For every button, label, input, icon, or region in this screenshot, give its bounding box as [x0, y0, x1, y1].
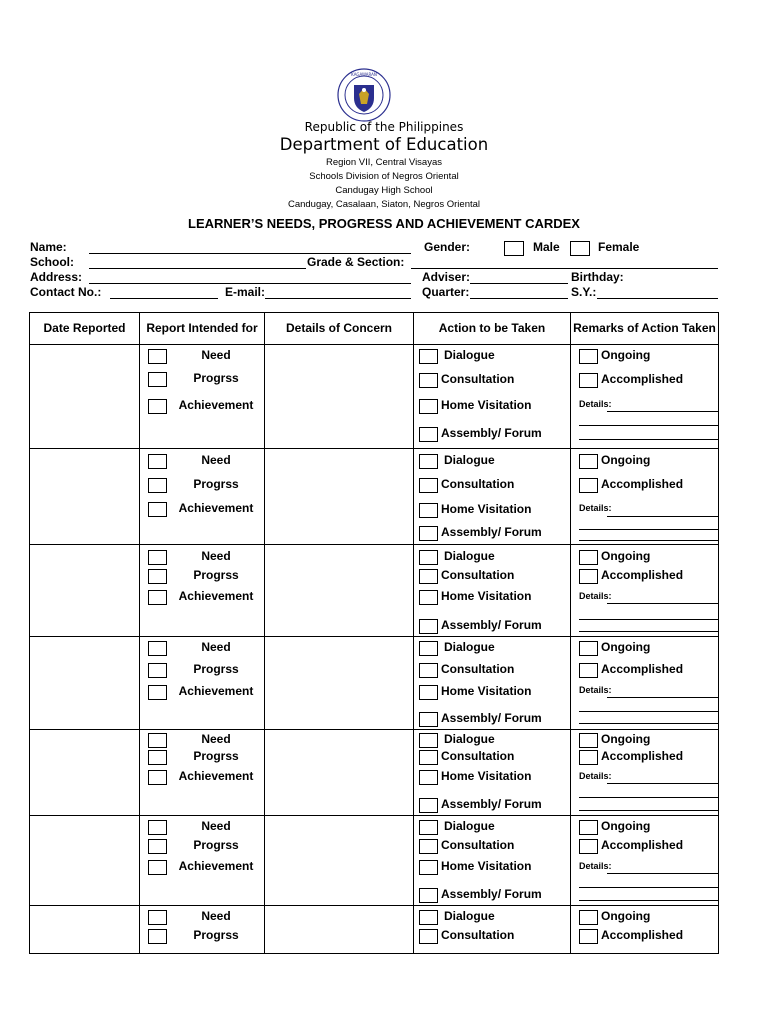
action-taken-cell: [414, 730, 571, 816]
details-concern-cell[interactable]: [265, 449, 414, 545]
report-intended-cell: [140, 816, 265, 906]
header-date-reported: Date Reported: [30, 313, 140, 345]
male-checkbox[interactable]: [504, 241, 524, 256]
details-concern-cell[interactable]: [265, 637, 414, 730]
ongoing-label: Ongoing: [601, 909, 651, 923]
dialogue-label: Dialogue: [444, 453, 495, 467]
school-label: School:: [30, 255, 74, 269]
achievement-label: Achievement: [178, 501, 254, 515]
consultation-checkbox[interactable]: [419, 478, 438, 493]
address-label: Candugay, Casalaan, Siaton, Negros Oriental: [287, 199, 481, 210]
need-checkbox[interactable]: [148, 349, 167, 364]
need-checkbox[interactable]: [148, 733, 167, 748]
need-label: Need: [201, 348, 231, 362]
consultation-checkbox[interactable]: [419, 750, 438, 765]
need-checkbox[interactable]: [148, 550, 167, 565]
document-title: LEARNER’S NEEDS, PROGRESS AND ACHIEVEMENT CARDEX: [188, 216, 580, 231]
home-visitation-checkbox[interactable]: [419, 503, 438, 518]
dialogue-label: Dialogue: [444, 348, 495, 362]
ongoing-checkbox[interactable]: [579, 454, 598, 469]
report-intended-cell: [140, 637, 265, 730]
achievement-checkbox[interactable]: [148, 399, 167, 414]
details-line[interactable]: [579, 887, 718, 888]
dialogue-checkbox[interactable]: [419, 733, 438, 748]
male-label: Male: [533, 240, 560, 254]
name-field[interactable]: [89, 253, 411, 254]
school-label: Candugay High School: [335, 185, 433, 196]
division-label: Schools Division of Negros Oriental: [309, 171, 459, 182]
table-row: [30, 637, 719, 730]
date-reported-cell[interactable]: [30, 545, 140, 637]
consultation-checkbox[interactable]: [419, 839, 438, 854]
achievement-checkbox[interactable]: [148, 770, 167, 785]
action-taken-cell: [414, 449, 571, 545]
need-label: Need: [201, 732, 231, 746]
assembly-forum-checkbox[interactable]: [419, 526, 438, 541]
progress-checkbox[interactable]: [148, 663, 167, 678]
details-line[interactable]: [607, 873, 718, 874]
date-reported-cell[interactable]: [30, 730, 140, 816]
cardex-table: [29, 312, 719, 954]
dialogue-checkbox[interactable]: [419, 820, 438, 835]
assembly-forum-checkbox[interactable]: [419, 619, 438, 634]
progress-checkbox[interactable]: [148, 839, 167, 854]
need-checkbox[interactable]: [148, 641, 167, 656]
need-checkbox[interactable]: [148, 454, 167, 469]
progress-label: Progrss: [193, 749, 239, 763]
dialogue-checkbox[interactable]: [419, 910, 438, 925]
details-line[interactable]: [579, 810, 718, 811]
assembly-forum-label: Assembly/ Forum: [441, 711, 542, 725]
accomplished-label: Accomplished: [601, 838, 684, 852]
report-intended-cell: [140, 545, 265, 637]
home-visitation-label: Home Visitation: [441, 502, 532, 516]
achievement-label: Achievement: [178, 769, 254, 783]
date-reported-cell[interactable]: [30, 906, 140, 954]
dialogue-checkbox[interactable]: [419, 641, 438, 656]
remarks-cell: [571, 906, 719, 954]
progress-label: Progrss: [193, 838, 239, 852]
quarter-field[interactable]: [470, 298, 568, 299]
dialogue-label: Dialogue: [444, 909, 495, 923]
details-line[interactable]: [579, 425, 718, 426]
consultation-label: Consultation: [441, 662, 515, 676]
consultation-checkbox[interactable]: [419, 373, 438, 388]
table-row: [30, 345, 719, 449]
details-concern-cell[interactable]: [265, 816, 414, 906]
ongoing-checkbox[interactable]: [579, 550, 598, 565]
assembly-forum-checkbox[interactable]: [419, 798, 438, 813]
remarks-cell: [571, 449, 719, 545]
action-taken-cell: [414, 906, 571, 954]
table-row: [30, 545, 719, 637]
need-label: Need: [201, 640, 231, 654]
progress-checkbox[interactable]: [148, 750, 167, 765]
assembly-forum-label: Assembly/ Forum: [441, 426, 542, 440]
home-visitation-checkbox[interactable]: [419, 685, 438, 700]
adviser-field[interactable]: [470, 283, 568, 284]
progress-checkbox[interactable]: [148, 478, 167, 493]
action-taken-cell: [414, 545, 571, 637]
achievement-label: Achievement: [178, 859, 254, 873]
action-taken-cell: [414, 345, 571, 449]
achievement-checkbox[interactable]: [148, 860, 167, 875]
home-visitation-label: Home Visitation: [441, 684, 532, 698]
accomplished-checkbox[interactable]: [579, 663, 598, 678]
consultation-label: Consultation: [441, 838, 515, 852]
name-label: Name:: [30, 240, 67, 254]
ongoing-label: Ongoing: [601, 732, 651, 746]
details-label: Details:: [579, 771, 612, 781]
progress-checkbox[interactable]: [148, 569, 167, 584]
home-visitation-checkbox[interactable]: [419, 770, 438, 785]
details-line[interactable]: [607, 516, 718, 517]
details-concern-cell[interactable]: [265, 906, 414, 954]
address-label: Address:: [30, 270, 83, 284]
details-line[interactable]: [579, 797, 718, 798]
accomplished-label: Accomplished: [601, 662, 684, 676]
consultation-label: Consultation: [441, 477, 515, 491]
consultation-label: Consultation: [441, 928, 515, 942]
adviser-label: Adviser:: [422, 270, 471, 284]
details-label: Details:: [579, 399, 612, 409]
details-label: Details:: [579, 685, 612, 695]
header-remarks: Remarks of Action Taken: [571, 313, 719, 345]
details-concern-cell[interactable]: [265, 730, 414, 816]
cardex-body: [30, 345, 719, 954]
report-intended-cell: [140, 345, 265, 449]
need-checkbox[interactable]: [148, 820, 167, 835]
details-label: Details:: [579, 503, 612, 513]
achievement-checkbox[interactable]: [148, 502, 167, 517]
dialogue-checkbox[interactable]: [419, 349, 438, 364]
details-concern-cell[interactable]: [265, 345, 414, 449]
need-label: Need: [201, 549, 231, 563]
ongoing-label: Ongoing: [601, 453, 651, 467]
consultation-label: Consultation: [441, 372, 515, 386]
progress-label: Progrss: [193, 928, 239, 942]
consultation-label: Consultation: [441, 749, 515, 763]
details-line[interactable]: [607, 783, 718, 784]
report-intended-cell: [140, 906, 265, 954]
consultation-checkbox[interactable]: [419, 569, 438, 584]
remarks-cell: [571, 637, 719, 730]
accomplished-label: Accomplished: [601, 928, 684, 942]
female-label: Female: [598, 240, 640, 254]
date-reported-cell[interactable]: [30, 449, 140, 545]
need-label: Need: [201, 819, 231, 833]
email-field[interactable]: [265, 298, 411, 299]
details-line[interactable]: [579, 439, 718, 440]
home-visitation-label: Home Visitation: [441, 769, 532, 783]
need-label: Need: [201, 909, 231, 923]
assembly-forum-checkbox[interactable]: [419, 888, 438, 903]
grade-section-label: Grade & Section:: [307, 255, 405, 269]
dialogue-label: Dialogue: [444, 732, 495, 746]
sy-label: S.Y.:: [571, 285, 597, 299]
assembly-forum-label: Assembly/ Forum: [441, 618, 542, 632]
school-field[interactable]: [89, 268, 306, 269]
table-row: [30, 730, 719, 816]
contact-label: Contact No.:: [30, 285, 102, 299]
achievement-label: Achievement: [178, 398, 254, 412]
assembly-forum-label: Assembly/ Forum: [441, 887, 542, 901]
progress-checkbox[interactable]: [148, 372, 167, 387]
details-line[interactable]: [579, 631, 718, 632]
achievement-checkbox[interactable]: [148, 685, 167, 700]
female-checkbox[interactable]: [570, 241, 590, 256]
ongoing-label: Ongoing: [601, 819, 651, 833]
assembly-forum-checkbox[interactable]: [419, 712, 438, 727]
achievement-label: Achievement: [178, 589, 254, 603]
remarks-cell: [571, 816, 719, 906]
details-line[interactable]: [607, 603, 718, 604]
ongoing-checkbox[interactable]: [579, 910, 598, 925]
header-report-intended: Report Intended for: [140, 313, 265, 345]
svg-text:KAGAWARAN: KAGAWARAN: [351, 72, 377, 77]
home-visitation-checkbox[interactable]: [419, 399, 438, 414]
details-line[interactable]: [579, 900, 718, 901]
progress-label: Progrss: [193, 568, 239, 582]
header-action-taken: Action to be Taken: [414, 313, 571, 345]
details-label: Details:: [579, 591, 612, 601]
ongoing-checkbox[interactable]: [579, 733, 598, 748]
action-taken-cell: [414, 637, 571, 730]
details-line[interactable]: [607, 411, 718, 412]
details-line[interactable]: [579, 540, 718, 541]
details-line[interactable]: [607, 697, 718, 698]
header-details-concern: Details of Concern: [265, 313, 414, 345]
email-label: E-mail:: [225, 285, 266, 299]
home-visitation-label: Home Visitation: [441, 589, 532, 603]
ongoing-label: Ongoing: [601, 640, 651, 654]
table-row: [30, 449, 719, 545]
republic-label: Republic of the Philippines: [304, 120, 464, 134]
assembly-forum-label: Assembly/ Forum: [441, 797, 542, 811]
remarks-cell: [571, 545, 719, 637]
action-taken-cell: [414, 816, 571, 906]
table-row: [30, 816, 719, 906]
home-visitation-label: Home Visitation: [441, 398, 532, 412]
details-concern-cell[interactable]: [265, 545, 414, 637]
grade-section-field[interactable]: [411, 268, 718, 269]
accomplished-checkbox[interactable]: [579, 929, 598, 944]
dialogue-checkbox[interactable]: [419, 550, 438, 565]
dialogue-label: Dialogue: [444, 819, 495, 833]
home-visitation-checkbox[interactable]: [419, 860, 438, 875]
table-row: [30, 906, 719, 954]
address-field[interactable]: [89, 283, 411, 284]
ongoing-label: Ongoing: [601, 348, 651, 362]
details-line[interactable]: [579, 711, 718, 712]
birthday-label: Birthday:: [571, 270, 624, 284]
details-line[interactable]: [579, 619, 718, 620]
ongoing-checkbox[interactable]: [579, 820, 598, 835]
contact-field[interactable]: [110, 298, 218, 299]
home-visitation-checkbox[interactable]: [419, 590, 438, 605]
accomplished-label: Accomplished: [601, 568, 684, 582]
dialogue-checkbox[interactable]: [419, 454, 438, 469]
report-intended-cell: [140, 449, 265, 545]
date-reported-cell[interactable]: [30, 345, 140, 449]
accomplished-checkbox[interactable]: [579, 839, 598, 854]
accomplished-checkbox[interactable]: [579, 478, 598, 493]
accomplished-label: Accomplished: [601, 372, 684, 386]
remarks-cell: [571, 345, 719, 449]
assembly-forum-label: Assembly/ Forum: [441, 525, 542, 539]
need-checkbox[interactable]: [148, 910, 167, 925]
details-label: Details:: [579, 861, 612, 871]
ongoing-label: Ongoing: [601, 549, 651, 563]
need-label: Need: [201, 453, 231, 467]
date-reported-cell[interactable]: [30, 816, 140, 906]
details-line[interactable]: [579, 723, 718, 724]
department-title: Department of Education: [279, 135, 489, 154]
quarter-label: Quarter:: [422, 285, 470, 299]
assembly-forum-checkbox[interactable]: [419, 427, 438, 442]
progress-label: Progrss: [193, 371, 239, 385]
remarks-cell: [571, 730, 719, 816]
consultation-label: Consultation: [441, 568, 515, 582]
achievement-label: Achievement: [178, 684, 254, 698]
region-label: Region VII, Central Visayas: [326, 157, 442, 168]
details-line[interactable]: [579, 529, 718, 530]
ongoing-checkbox[interactable]: [579, 349, 598, 364]
progress-label: Progrss: [193, 662, 239, 676]
progress-label: Progrss: [193, 477, 239, 491]
accomplished-checkbox[interactable]: [579, 569, 598, 584]
gender-label: Gender:: [424, 240, 471, 254]
date-reported-cell[interactable]: [30, 637, 140, 730]
achievement-checkbox[interactable]: [148, 590, 167, 605]
consultation-checkbox[interactable]: [419, 929, 438, 944]
sy-field[interactable]: [597, 298, 718, 299]
accomplished-checkbox[interactable]: [579, 373, 598, 388]
accomplished-label: Accomplished: [601, 477, 684, 491]
dialogue-label: Dialogue: [444, 549, 495, 563]
deped-seal-logo: [337, 68, 391, 122]
ongoing-checkbox[interactable]: [579, 641, 598, 656]
dialogue-label: Dialogue: [444, 640, 495, 654]
report-intended-cell: [140, 730, 265, 816]
consultation-checkbox[interactable]: [419, 663, 438, 678]
progress-checkbox[interactable]: [148, 929, 167, 944]
accomplished-label: Accomplished: [601, 749, 684, 763]
accomplished-checkbox[interactable]: [579, 750, 598, 765]
home-visitation-label: Home Visitation: [441, 859, 532, 873]
